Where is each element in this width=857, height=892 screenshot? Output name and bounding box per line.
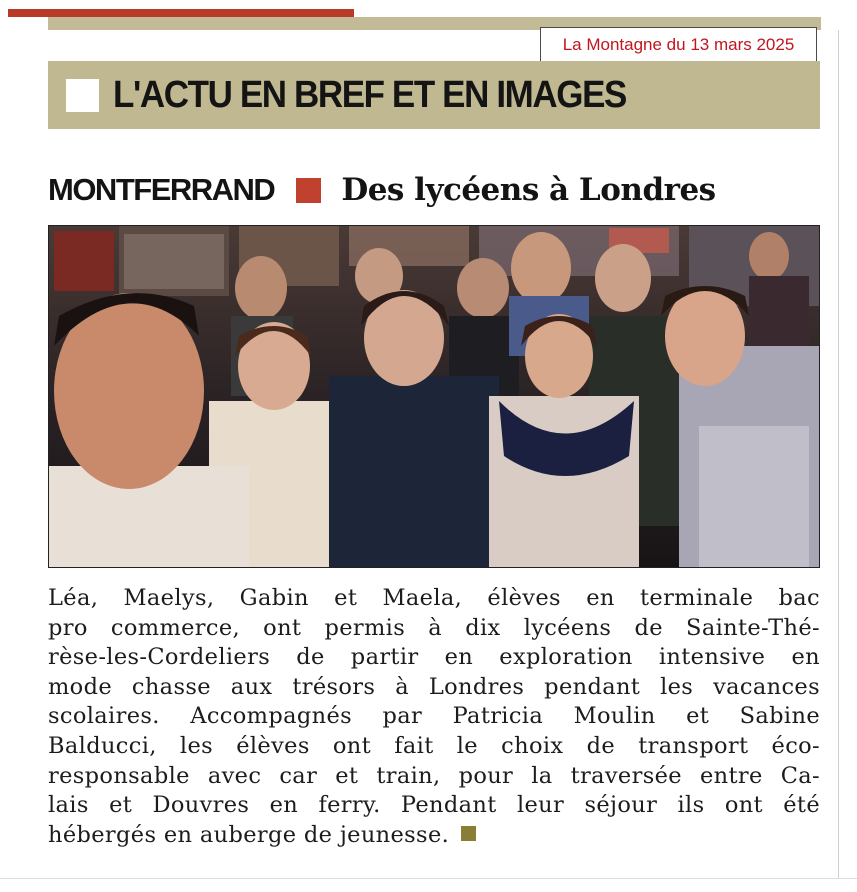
body-line: responsable avec car et train, pour la traversée entre Ca- [48, 762, 820, 789]
bottom-rule [0, 878, 857, 879]
section-banner [48, 61, 820, 129]
body-line: pro commerce, ont permis à dix lycéens de Sainte-Thé- [48, 614, 820, 641]
body-line-text: hébergés en auberge de jeunesse. [48, 821, 450, 848]
body-line: scolaires. Accompagnés par Patricia Moulin et Sabine [48, 703, 820, 730]
article-headline: Des lycéens à Londres [341, 172, 716, 208]
body-line: lais et Douvres en ferry. Pendant leur séjour ils ont été [48, 792, 820, 819]
city-kicker: MONTFERRAND [48, 172, 275, 207]
body-line: Balducci, les élèves ont fait le choix de transport éco- [48, 732, 820, 759]
body-line: rèse-les-Cordeliers de partir en exploration intensive en [48, 644, 820, 671]
body-line: mode chasse aux trésors à Londres pendant les vacances [48, 673, 820, 700]
body-line-last [48, 821, 820, 851]
article-body [48, 584, 820, 850]
banner-square-icon [66, 79, 99, 112]
body-line: Léa, Maelys, Gabin et Maela, élèves en terminale bac [48, 585, 820, 611]
headline-square-icon [296, 178, 321, 203]
section-title: L'ACTU EN BREF ET EN IMAGES [113, 73, 626, 116]
top-red-rule [8, 9, 354, 17]
column-rule [838, 30, 839, 878]
date-stamp: La Montagne du 13 mars 2025 [540, 27, 817, 62]
end-square-icon [461, 826, 476, 841]
headline-row [48, 166, 828, 214]
group-photo [48, 225, 820, 568]
